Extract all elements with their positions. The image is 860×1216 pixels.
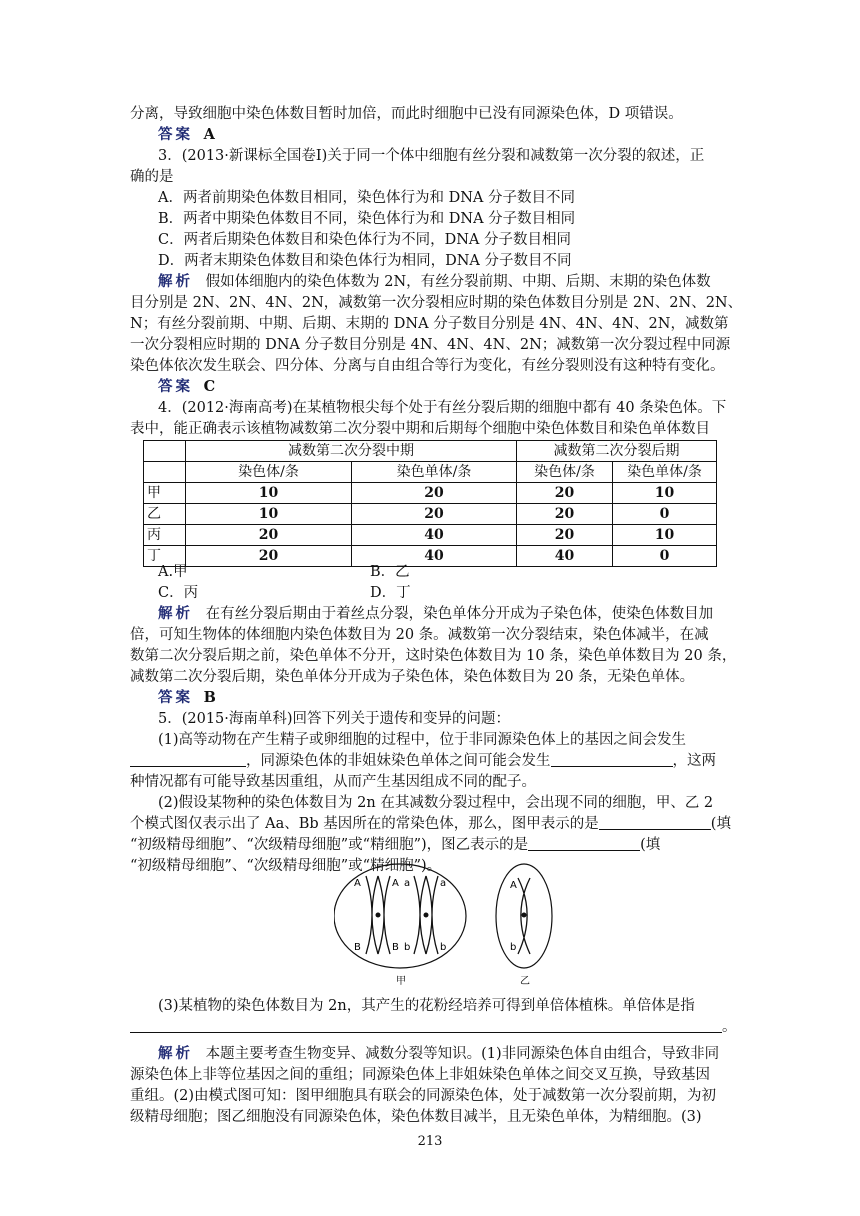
analysis-line — [158, 604, 764, 624]
answer-line — [158, 125, 764, 145]
figure-caption-jia: 甲 — [396, 976, 406, 987]
analysis-text: 本题主要考查生物变异、减数分裂等知识。(1)非同源染色体自由组合，导致非同 — [205, 1046, 720, 1062]
text-line: (2)假设某物种的染色体数目为 2n 在其减数分裂过程中，会出现不同的细胞，甲、乙 2 — [158, 795, 714, 811]
question-5-head: 5．(2015·海南单科)回答下列关于遗传和变异的问题： — [158, 711, 511, 727]
question-4-head: 4．(2012·海南高考)在某植物根尖每个处于有丝分裂后期的细胞中都有 40 条染色体。下 — [158, 400, 727, 416]
table-subheader: 染色单体/条 — [352, 462, 517, 483]
table-cell: 20 — [352, 483, 517, 504]
option-d: D．丁 — [370, 585, 411, 601]
fill-line — [130, 814, 736, 834]
text-line: 种情况都有可能导致基因重组，从而产生基因组成不同的配子。 — [130, 774, 536, 790]
answer-blank[interactable] — [130, 1017, 722, 1033]
table-cell: 10 — [186, 483, 352, 504]
text-line: “初级精母细胞”、“次级精母细胞”或“精细胞”)。 — [130, 858, 442, 874]
gene-label: A — [354, 878, 361, 889]
table-row — [144, 525, 717, 546]
analysis-label: 解析 — [158, 605, 193, 622]
text-line: (1)高等动物在产生精子或卵细胞的过程中，位于非同源染色体上的基因之间会发生 — [158, 732, 687, 748]
table-corner — [144, 441, 186, 462]
answer-value: C — [203, 378, 216, 395]
cell-diagram — [334, 862, 554, 990]
gene-label: b — [404, 942, 411, 953]
table-cell: 0 — [613, 504, 717, 525]
centromere — [424, 913, 429, 918]
text-segment: 个模式图仅表示出了 Aa、Bb 基因所在的常染色体，那么，图甲表示的是 — [130, 816, 599, 832]
table-cell: 10 — [613, 525, 717, 546]
table-cell: 10 — [613, 483, 717, 504]
question-3-head: 3．(2013·新课标全国卷Ⅰ)关于同一个体中细胞有丝分裂和减数第一次分裂的叙述，正 — [158, 148, 705, 164]
text-line: 确的是 — [130, 169, 174, 185]
text-segment: “初级精母细胞”、“次级精母细胞”或“精细胞”)，图乙表示的是 — [130, 837, 529, 853]
fill-line — [130, 835, 736, 855]
option-a: A.甲 — [158, 564, 188, 580]
analysis-text: 假如体细胞内的染色体数为 2N，有丝分裂前期、中期、后期、末期的染色体数 — [205, 274, 711, 290]
text-segment: 。 — [722, 1019, 737, 1035]
answer-label: 答案 — [158, 689, 193, 706]
gene-label: A — [510, 880, 517, 891]
table-cell: 20 — [186, 546, 352, 567]
table-cell: 40 — [517, 546, 613, 567]
gene-label: B — [354, 942, 361, 953]
text-line: 表中，能正确表示该植物减数第二次分裂中期和后期每个细胞中染色体数目和染色单体数目 — [130, 421, 710, 437]
answer-value: A — [203, 126, 215, 143]
table-row — [144, 483, 717, 504]
analysis-text: 染色体依次发生联会、四分体、分离与自由组合等行为变化，有丝分裂则没有这种特有变化。 — [130, 358, 725, 374]
table-subheader: 染色单体/条 — [613, 462, 717, 483]
table-subheader: 染色体/条 — [186, 462, 352, 483]
fill-line — [130, 751, 736, 771]
fill-line — [130, 1017, 736, 1037]
option-c: C．丙 — [158, 585, 199, 601]
table-corner — [144, 462, 186, 483]
answer-blank[interactable] — [551, 751, 673, 767]
table-cell: 20 — [517, 483, 613, 504]
analysis-text: 目分别是 2N、2N、4N、2N，减数第一次分裂相应时期的染色体数目分别是 2N、2N、2N、 — [130, 295, 743, 311]
table-subheader-row — [144, 462, 717, 483]
option-a: A．两者前期染色体数目相同，染色体行为和 DNA 分子数目不同 — [158, 190, 575, 206]
options-row — [130, 583, 736, 603]
analysis-text: 一次分裂相应时期的 DNA 分子数目分别是 4N、4N、4N、2N；减数第一次分裂过程中同源 — [130, 337, 731, 353]
table-cell: 10 — [186, 504, 352, 525]
text-segment: ，这两 — [672, 753, 716, 769]
cell-jia — [334, 864, 466, 987]
table-header: 减数第二次分裂后期 — [517, 441, 717, 462]
table-cell: 40 — [352, 525, 517, 546]
answer-blank[interactable] — [528, 835, 640, 851]
text-line: (3)某植物的染色体数目为 2n，其产生的花粉经培养可得到单倍体植株。单倍体是指 — [158, 998, 695, 1014]
answer-label: 答案 — [158, 378, 193, 395]
analysis-text: 倍，可知生物体的体细胞内染色体数目为 20 条。减数第一次分裂结束，染色体减半，在减 — [130, 627, 709, 643]
analysis-text: N；有丝分裂前期、中期、后期、末期的 DNA 分子数目分别是 4N、4N、4N、2N，减数第 — [130, 316, 729, 332]
table-cell: 20 — [352, 504, 517, 525]
table-cell: 0 — [613, 546, 717, 567]
gene-label: a — [440, 878, 447, 889]
answer-value: B — [203, 689, 216, 706]
analysis-label: 解析 — [158, 1045, 193, 1062]
gene-label: A — [392, 878, 399, 889]
table-cell: 20 — [186, 525, 352, 546]
analysis-line — [158, 1044, 764, 1064]
row-label: 丙 — [144, 525, 186, 546]
answer-blank[interactable] — [130, 751, 246, 767]
text-segment: (填 — [640, 837, 661, 853]
analysis-text: 源染色体上非等位基因之间的重组；同源染色体上非姐妹染色单体之间交叉互换，导致基因 — [130, 1067, 710, 1083]
figure-caption-yi: 乙 — [520, 976, 530, 987]
centromere — [522, 913, 527, 918]
table-cell: 40 — [352, 546, 517, 567]
option-b: B．两者中期染色体数目不同，染色体行为和 DNA 分子数目相同 — [158, 211, 576, 227]
text-line: 分离，导致细胞中染色体数目暂时加倍，而此时细胞中已没有同源染色体，D 项错误。 — [130, 106, 683, 122]
answer-line — [158, 377, 764, 397]
page-number: 213 — [417, 1134, 443, 1149]
table-cell: 20 — [517, 525, 613, 546]
centromere — [376, 913, 381, 918]
analysis-text: 在有丝分裂后期由于着丝点分裂，染色单体分开成为子染色体，使染色体数目加 — [205, 606, 714, 622]
row-label: 甲 — [144, 483, 186, 504]
analysis-text: 重组。(2)由模式图可知：图甲细胞具有联会的同源染色体，处于减数第一次分裂前期，为初 — [130, 1088, 717, 1104]
gene-label: b — [440, 942, 447, 953]
option-b: B．乙 — [370, 564, 410, 580]
table-header: 减数第二次分裂中期 — [186, 441, 517, 462]
gene-label: B — [392, 942, 399, 953]
analysis-text: 数第二次分裂后期之前，染色单体不分开，这时染色体数目为 10 条，染色单体数目为 20 条， — [130, 648, 737, 664]
analysis-label: 解析 — [158, 273, 193, 290]
row-label: 丁 — [144, 546, 186, 567]
text-segment: ，同源染色体的非姐妹染色单体之间可能会发生 — [246, 753, 551, 769]
text-segment: (填 — [710, 816, 731, 832]
analysis-line — [158, 272, 764, 292]
answer-blank[interactable] — [599, 814, 711, 830]
row-label: 乙 — [144, 504, 186, 525]
table-header-row — [144, 441, 717, 462]
answer-label: 答案 — [158, 126, 193, 143]
answer-line — [158, 688, 764, 708]
table-cell: 20 — [517, 504, 613, 525]
table-row — [144, 504, 717, 525]
analysis-text: 减数第二次分裂后期，染色单体分开成为子染色体，染色体数目为 20 条，无染色单体。 — [130, 669, 695, 685]
gene-label: b — [510, 942, 517, 953]
table-subheader: 染色体/条 — [517, 462, 613, 483]
gene-label: a — [404, 878, 411, 889]
data-table — [143, 440, 717, 567]
option-d: D．两者末期染色体数目和染色体行为相同，DNA 分子数目不同 — [158, 253, 572, 269]
options-row — [130, 562, 736, 582]
analysis-text: 级精母细胞；图乙细胞没有同源染色体，染色体数目减半，且无染色单体，为精细胞。(3) — [130, 1109, 702, 1125]
cell-yi — [496, 864, 552, 987]
option-c: C．两者后期染色体数目和染色体行为不同，DNA 分子数目相同 — [158, 232, 571, 248]
